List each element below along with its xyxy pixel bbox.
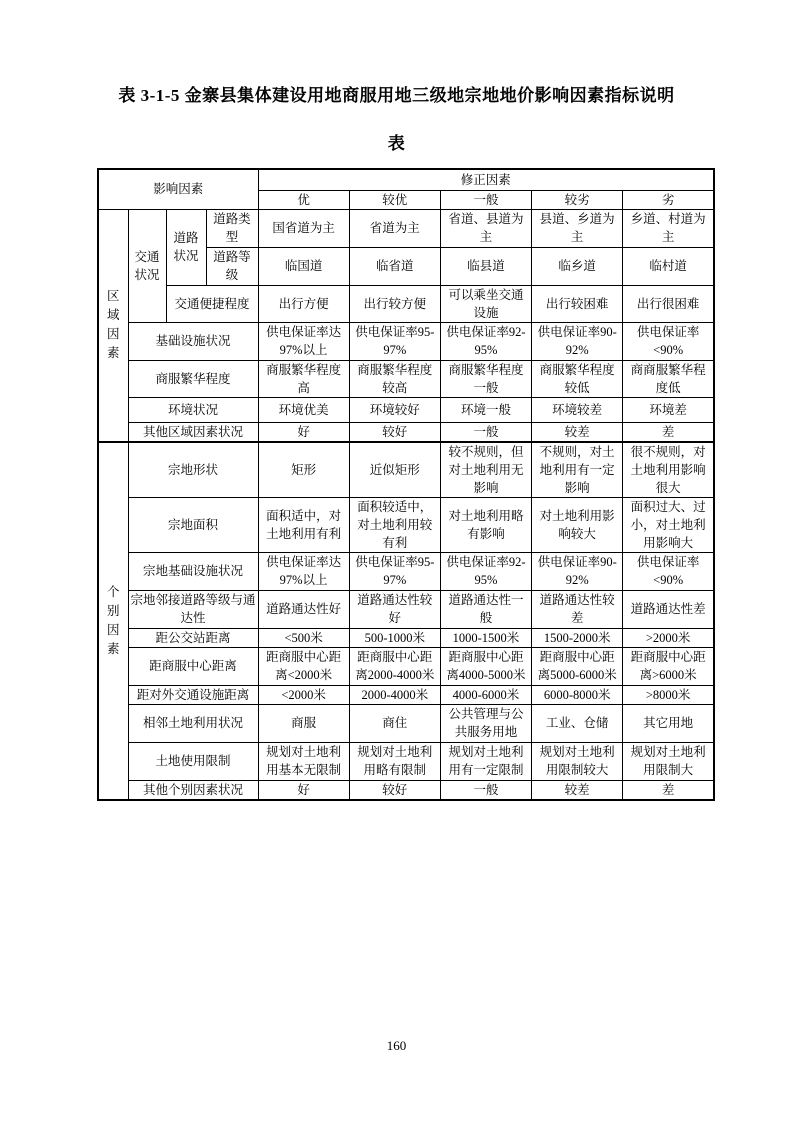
cell-bus-distance-4: >2000米	[623, 628, 714, 647]
cell-other-individual-4: 差	[623, 780, 714, 800]
cell-road-grade-0: 临国道	[258, 247, 349, 285]
header-influence-factors: 影响因素	[98, 169, 258, 209]
label-road-grade: 道路等级	[206, 247, 258, 285]
cell-infrastructure-0: 供电保证率达97%以上	[258, 322, 349, 360]
label-bus-distance: 距公交站距离	[128, 628, 258, 647]
cell-other-individual-2: 一般	[440, 780, 531, 800]
header-grade-excellent: 优	[258, 190, 349, 209]
cell-adjacent-use-0: 商服	[258, 704, 349, 742]
cell-other-region-4: 差	[623, 422, 714, 442]
cell-road-access-3: 道路通达性较差	[532, 590, 623, 628]
cell-transport-distance-2: 4000-6000米	[440, 685, 531, 704]
cell-adjacent-use-4: 其它用地	[623, 704, 714, 742]
cell-road-type-2: 省道、县道为主	[440, 209, 531, 247]
label-parcel-infrastructure: 宗地基础设施状况	[128, 552, 258, 590]
cell-shape-2: 较不规则，但对土地利用无影响	[440, 442, 531, 498]
row-road-access	[98, 590, 714, 628]
factors-table	[97, 168, 715, 801]
label-parcel-area: 宗地面积	[128, 497, 258, 552]
label-environment: 环境状况	[128, 397, 258, 422]
cell-prosperity-2: 商服繁华程度一般	[440, 360, 531, 397]
cell-use-restriction-0: 规划对土地利用基本无限制	[258, 742, 349, 780]
section-label-individual-factors: 个别因素	[98, 442, 128, 800]
cell-road-access-1: 道路通达性较好	[349, 590, 440, 628]
label-road-access: 宗地邻接道路等级与通达性	[128, 590, 258, 628]
cell-environment-1: 环境较好	[349, 397, 440, 422]
cell-prosperity-4: 商商服繁华程度低	[623, 360, 714, 397]
cell-road-grade-4: 临村道	[623, 247, 714, 285]
cell-shape-0: 矩形	[258, 442, 349, 498]
label-traffic-convenience: 交通便捷程度	[166, 285, 258, 322]
cell-parcel-infrastructure-0: 供电保证率达97%以上	[258, 552, 349, 590]
cell-area-2: 对土地利用略有影响	[440, 497, 531, 552]
cell-shape-4: 很不规则，对土地利用影响很大	[623, 442, 714, 498]
cell-transport-distance-0: <2000米	[258, 685, 349, 704]
label-transport-distance: 距对外交通设施距离	[128, 685, 258, 704]
cell-adjacent-use-3: 工业、仓储	[532, 704, 623, 742]
cell-road-access-0: 道路通达性好	[258, 590, 349, 628]
label-road-status: 道路状况	[166, 209, 206, 285]
label-prosperity: 商服繁华程度	[128, 360, 258, 397]
cell-convenience-4: 出行很困难	[623, 285, 714, 322]
label-road-type: 道路类型	[206, 209, 258, 247]
cell-use-restriction-4: 规划对土地利用限制大	[623, 742, 714, 780]
cell-prosperity-1: 商服繁华程度较高	[349, 360, 440, 397]
cell-infrastructure-1: 供电保证率95-97%	[349, 322, 440, 360]
cell-road-type-3: 县道、乡道为主	[532, 209, 623, 247]
cell-infrastructure-3: 供电保证率90-92%	[532, 322, 623, 360]
cell-environment-4: 环境差	[623, 397, 714, 422]
cell-area-1: 面积较适中，对土地利用较有利	[349, 497, 440, 552]
cell-infrastructure-4: 供电保证率<90%	[623, 322, 714, 360]
cell-environment-3: 环境较差	[532, 397, 623, 422]
cell-bus-distance-2: 1000-1500米	[440, 628, 531, 647]
cell-road-access-4: 道路通达性差	[623, 590, 714, 628]
cell-parcel-infrastructure-3: 供电保证率90-92%	[532, 552, 623, 590]
cell-adjacent-use-1: 商住	[349, 704, 440, 742]
cell-use-restriction-2: 规划对土地利用有一定限制	[440, 742, 531, 780]
cell-shape-1: 近似矩形	[349, 442, 440, 498]
row-traffic-convenience	[98, 285, 714, 322]
cell-road-type-4: 乡道、村道为主	[623, 209, 714, 247]
cell-center-distance-0: 距商服中心距离<2000米	[258, 647, 349, 685]
row-transport-distance	[98, 685, 714, 704]
cell-road-type-1: 省道为主	[349, 209, 440, 247]
header-correction-factors: 修正因素	[258, 169, 714, 190]
row-prosperity	[98, 360, 714, 397]
page-number: 160	[386, 1038, 407, 1053]
cell-transport-distance-1: 2000-4000米	[349, 685, 440, 704]
cell-center-distance-1: 距商服中心距离2000-4000米	[349, 647, 440, 685]
row-infrastructure	[98, 322, 714, 360]
cell-road-type-0: 国省道为主	[258, 209, 349, 247]
cell-parcel-infrastructure-1: 供电保证率95-97%	[349, 552, 440, 590]
cell-bus-distance-3: 1500-2000米	[532, 628, 623, 647]
cell-bus-distance-1: 500-1000米	[349, 628, 440, 647]
cell-parcel-infrastructure-4: 供电保证率<90%	[623, 552, 714, 590]
row-bus-distance	[98, 628, 714, 647]
cell-environment-2: 环境一般	[440, 397, 531, 422]
row-parcel-shape	[98, 442, 714, 498]
header-grade-good: 较优	[349, 190, 440, 209]
row-use-restriction	[98, 742, 714, 780]
header-row-top	[98, 169, 714, 190]
cell-other-individual-0: 好	[258, 780, 349, 800]
cell-bus-distance-0: <500米	[258, 628, 349, 647]
cell-environment-0: 环境优美	[258, 397, 349, 422]
cell-road-grade-1: 临省道	[349, 247, 440, 285]
label-other-individual: 其他个别因素状况	[128, 780, 258, 800]
title-line-2: 表	[387, 134, 406, 153]
cell-infrastructure-2: 供电保证率92-95%	[440, 322, 531, 360]
cell-area-4: 面积过大、过小，对土地利用影响大	[623, 497, 714, 552]
cell-adjacent-use-2: 公共管理与公共服务用地	[440, 704, 531, 742]
label-infrastructure: 基础设施状况	[128, 322, 258, 360]
cell-center-distance-2: 距商服中心距离4000-5000米	[440, 647, 531, 685]
label-traffic-status: 交通状况	[128, 209, 166, 322]
cell-road-access-2: 道路通达性一般	[440, 590, 531, 628]
row-parcel-infrastructure	[98, 552, 714, 590]
cell-use-restriction-3: 规划对土地利用限制较大	[532, 742, 623, 780]
cell-convenience-3: 出行较困难	[532, 285, 623, 322]
label-adjacent-use: 相邻土地利用状况	[128, 704, 258, 742]
label-parcel-shape: 宗地形状	[128, 442, 258, 498]
label-center-distance: 距商服中心距离	[128, 647, 258, 685]
row-other-region	[98, 422, 714, 442]
header-grade-poor: 较劣	[532, 190, 623, 209]
label-use-restriction: 土地使用限制	[128, 742, 258, 780]
row-parcel-area	[98, 497, 714, 552]
document-title	[0, 0, 793, 168]
header-grade-average: 一般	[440, 190, 531, 209]
cell-other-region-2: 一般	[440, 422, 531, 442]
header-grade-bad: 劣	[623, 190, 714, 209]
cell-other-individual-1: 较好	[349, 780, 440, 800]
section-label-region-factors: 区域因素	[98, 209, 128, 442]
title-line-1: 表 3-1-5 金寨县集体建设用地商服用地三级地宗地地价影响因素指标说明	[118, 86, 675, 105]
cell-area-0: 面积适中，对土地利用有利	[258, 497, 349, 552]
cell-other-individual-3: 较差	[532, 780, 623, 800]
row-road-type	[98, 209, 714, 247]
cell-area-3: 对土地利用影响较大	[532, 497, 623, 552]
cell-parcel-infrastructure-2: 供电保证率92-95%	[440, 552, 531, 590]
cell-other-region-3: 较差	[532, 422, 623, 442]
cell-convenience-2: 可以乘坐交通设施	[440, 285, 531, 322]
cell-center-distance-3: 距商服中心距离5000-6000米	[532, 647, 623, 685]
cell-other-region-0: 好	[258, 422, 349, 442]
cell-transport-distance-4: >8000米	[623, 685, 714, 704]
row-environment	[98, 397, 714, 422]
label-other-region: 其他区域因素状况	[128, 422, 258, 442]
cell-road-grade-3: 临乡道	[532, 247, 623, 285]
cell-transport-distance-3: 6000-8000米	[532, 685, 623, 704]
cell-center-distance-4: 距商服中心距离>6000米	[623, 647, 714, 685]
cell-shape-3: 不规则，对土地利用有一定影响	[532, 442, 623, 498]
row-center-distance	[98, 647, 714, 685]
cell-convenience-1: 出行较方便	[349, 285, 440, 322]
row-other-individual	[98, 780, 714, 800]
cell-convenience-0: 出行方便	[258, 285, 349, 322]
row-adjacent-use	[98, 704, 714, 742]
cell-other-region-1: 较好	[349, 422, 440, 442]
cell-prosperity-3: 商服繁华程度较低	[532, 360, 623, 397]
cell-road-grade-2: 临县道	[440, 247, 531, 285]
cell-prosperity-0: 商服繁华程度高	[258, 360, 349, 397]
cell-use-restriction-1: 规划对土地利用略有限制	[349, 742, 440, 780]
